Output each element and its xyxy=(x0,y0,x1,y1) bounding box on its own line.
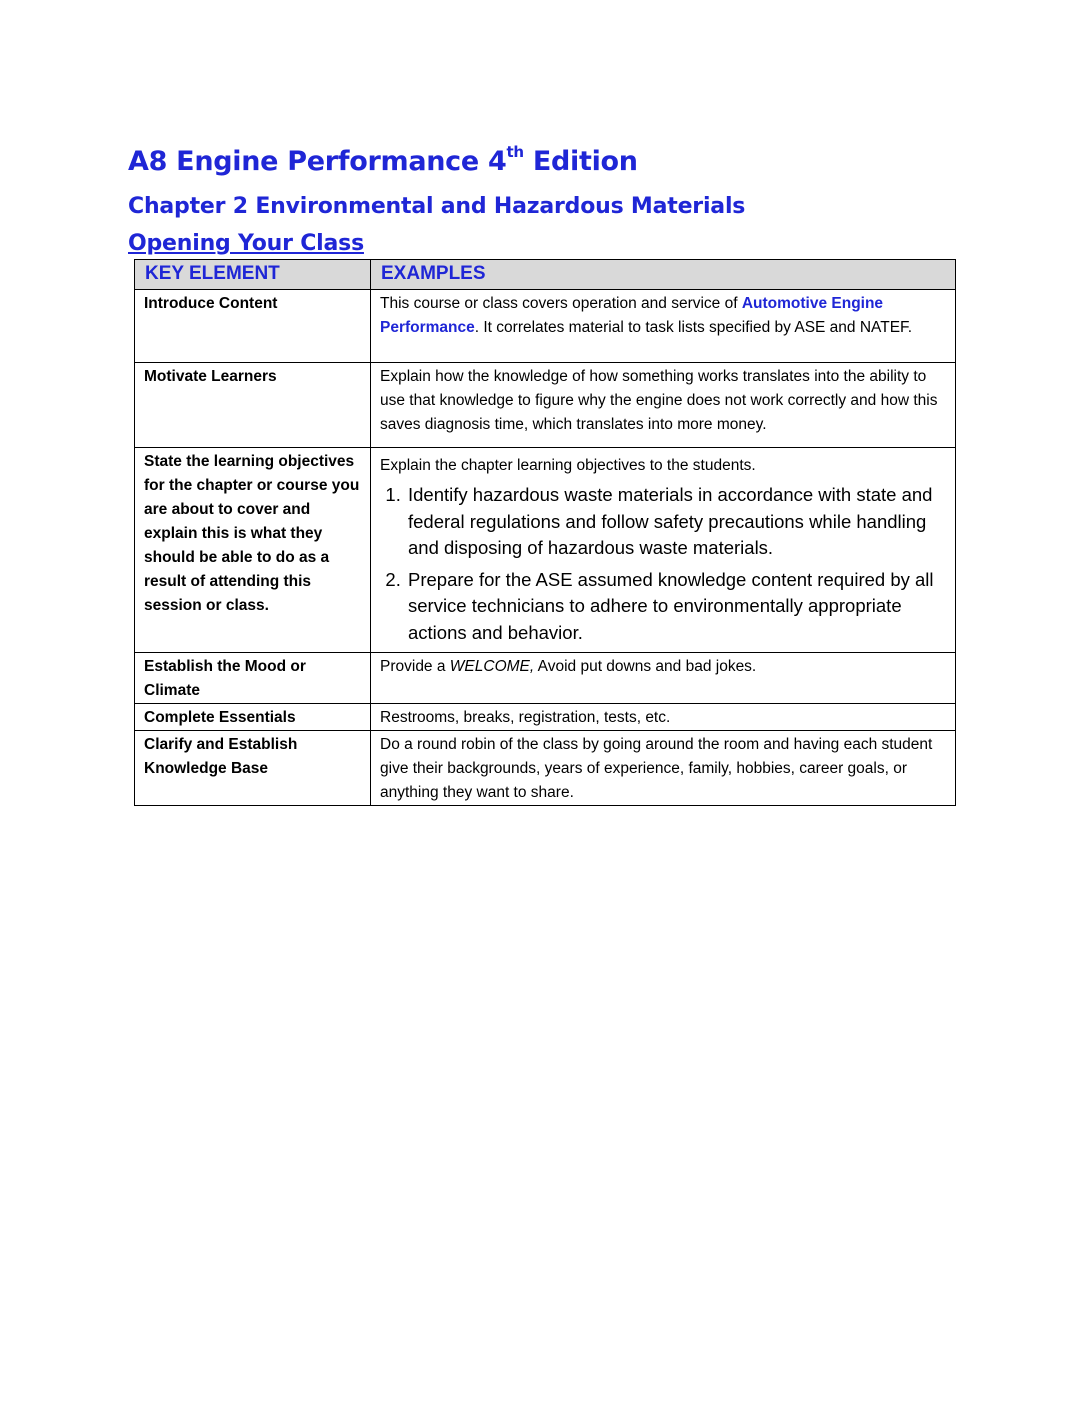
title-main: A8 Engine Performance 4 xyxy=(128,146,507,177)
welcome-emphasis: WELCOME, xyxy=(449,658,535,675)
key-element-cell: Establish the Mood or Climate xyxy=(135,653,371,704)
example-text: Avoid put downs and bad jokes. xyxy=(534,658,757,675)
table-header-row xyxy=(135,260,956,290)
table-row xyxy=(135,363,956,448)
key-element-cell: State the learning objectives for the chapter or course you are about to cover and explain this is what they should be able to do as a result of attending this session or class. xyxy=(135,448,371,653)
list-item: 1. Identify hazardous waste materials in accordance with state and federal regulations and follow safety precautions while handling and disposing of hazardous waste materials. xyxy=(406,482,949,562)
key-element-cell: Introduce Content xyxy=(135,290,371,363)
highlighted-course-name: Automotive Engine Performance xyxy=(380,295,884,336)
table-row xyxy=(135,653,956,704)
table-row xyxy=(135,448,956,653)
document-title xyxy=(128,143,638,177)
key-element-cell: Complete Essentials xyxy=(135,704,371,731)
header-key-element: KEY ELEMENT xyxy=(135,260,371,290)
section-heading: Opening Your Class xyxy=(128,231,364,256)
objectives-list xyxy=(380,482,949,646)
chapter-heading: Chapter 2 Environmental and Hazardous Materials xyxy=(128,194,746,219)
header-examples: EXAMPLES xyxy=(371,260,956,290)
example-cell xyxy=(371,290,956,363)
example-cell: Restrooms, breaks, registration, tests, etc. xyxy=(371,704,956,731)
example-cell: Explain how the knowledge of how something works translates into the ability to use that knowledge to figure why the engine does not work correctly and how this saves diagnosis time, which translates into more money. xyxy=(371,363,956,448)
example-text: . It correlates material to task lists specified by ASE and NATEF. xyxy=(474,319,913,336)
example-text: This course or class covers operation and service of xyxy=(380,295,742,312)
example-cell: Do a round robin of the class by going around the room and having each student give their backgrounds, years of experience, family, hobbies, career goals, or anything they want to share. xyxy=(371,731,956,806)
example-text: Provide a xyxy=(380,658,450,675)
table-row xyxy=(135,704,956,731)
lesson-plan-table xyxy=(134,259,956,806)
list-item: 2. Prepare for the ASE assumed knowledge content required by all service technicians to adhere to environmentally appropriate actions and behavior. xyxy=(406,567,949,647)
example-cell xyxy=(371,653,956,704)
example-cell xyxy=(371,448,956,653)
key-element-cell: Motivate Learners xyxy=(135,363,371,448)
table-row xyxy=(135,290,956,363)
title-end: Edition xyxy=(523,146,638,177)
key-element-cell: Clarify and Establish Knowledge Base xyxy=(135,731,371,806)
objectives-intro: Explain the chapter learning objectives to the students. xyxy=(380,457,756,474)
table-row xyxy=(135,731,956,806)
title-superscript: th xyxy=(506,143,524,161)
